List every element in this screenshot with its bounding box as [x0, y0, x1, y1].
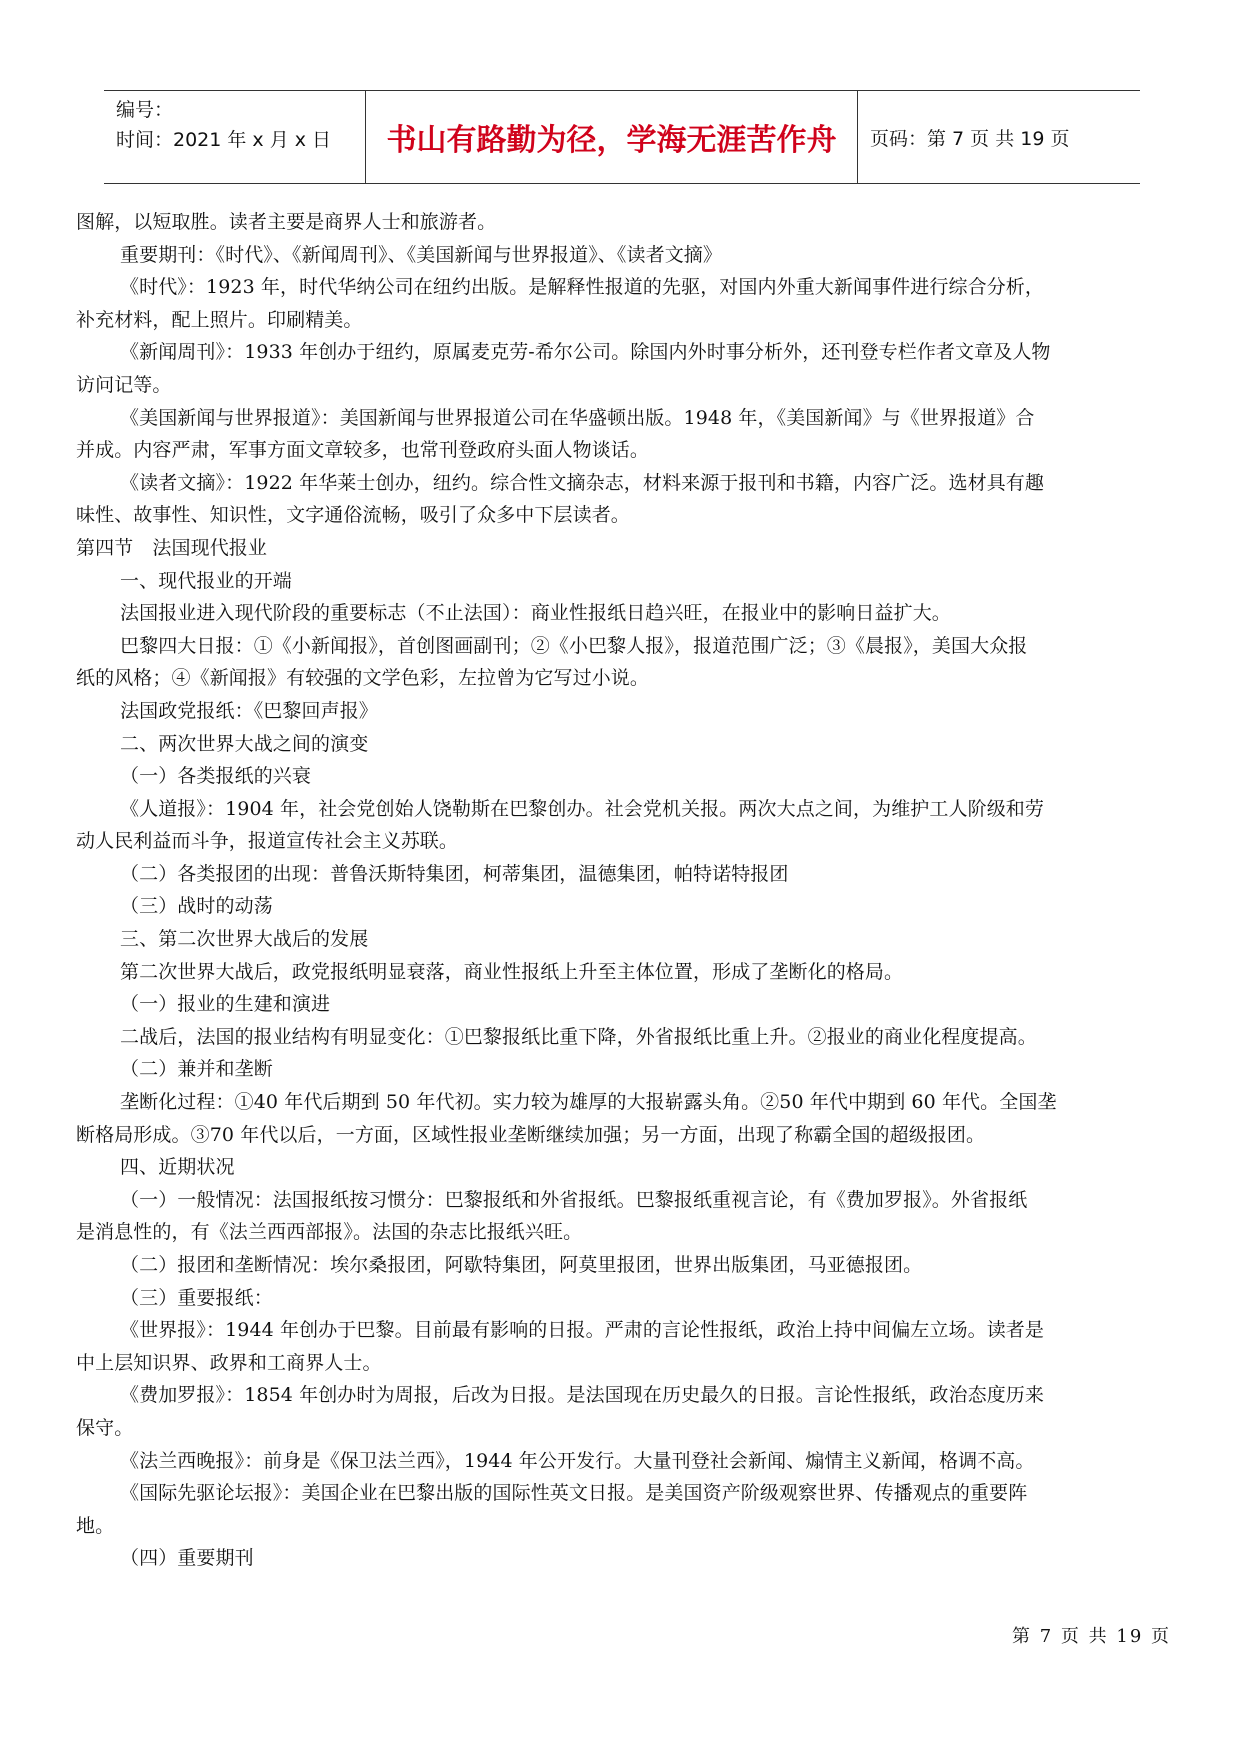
text-line: （二）报团和垄断情况：埃尔桑报团，阿歇特集团，阿莫里报团，世界出版集团，马亚德报团。 — [120, 1254, 923, 1276]
text-line: 保守。 — [76, 1416, 134, 1439]
text-line: 并成。内容严肃，军事方面文章较多，也常刊登政府头面人物谈话。 — [76, 439, 650, 462]
text-line: 图解，以短取胜。读者主要是商界人士和旅游者。 — [76, 211, 497, 233]
text-line: 纸的风格；④《新闻报》有较强的文学色彩，左拉曾为它写过小说。 — [76, 667, 650, 690]
text-line: （三）战时的动荡 — [120, 895, 273, 918]
text-line: 重要期刊：《时代》、《新闻周刊》、《美国新闻与世界报道》、《读者文摘》 — [120, 243, 723, 266]
text-line: 法国政党报纸：《巴黎回声报》 — [120, 699, 378, 722]
text-line: （二）各类报团的出现：普鲁沃斯特集团，柯蒂集团，温德集团，帕特诺特报团 — [120, 862, 789, 885]
text-line: 法国报业进入现代阶段的重要标志（不止法国）：商业性报纸日趋兴旺，在报业中的影响日益扩大。 — [120, 602, 951, 625]
text-line: 《国际先驱论坛报》：美国企业在巴黎出版的国际性英文日报。是美国资产阶级观察世界、传播观点的重要阵 — [120, 1482, 1028, 1505]
text-line: 《新闻周刊》：1933 年创办于纽约，原属麦克劳-希尔公司。除国内外时事分析外，还刊登专栏作者文章及人物 — [120, 341, 1051, 364]
text-line: 补充材料，配上照片。印刷精美。 — [76, 308, 363, 331]
text-line: 第二次世界大战后，政党报纸明显衰落，商业性报纸上升至主体位置，形成了垄断化的格局。 — [120, 960, 904, 983]
text-line: 断格局形成。③70 年代以后，一方面，区域性报业垄断继续加强；另一方面，出现了称霸全国的超级报团。 — [76, 1123, 986, 1146]
time-label: 时间：2021 年 x 月 x 日 — [116, 129, 332, 151]
text-line: 《读者文摘》：1922 年华莱士创办，纽约。综合性文摘杂志，材料来源于报刊和书籍，内容广泛。选材具有趣 — [120, 471, 1044, 494]
text-line: 《美国新闻与世界报道》：美国新闻与世界报道公司在华盛顿出版。1948 年，《美国新闻》与《世界报道》合 — [120, 406, 1035, 429]
text-line: （一）报业的生建和演进 — [120, 993, 331, 1016]
document-body — [76, 206, 1176, 1575]
text-line: （四）重要期刊 — [120, 1547, 254, 1570]
text-line: 一、现代报业的开端 — [120, 569, 292, 592]
text-line: 二、两次世界大战之间的演变 — [120, 732, 369, 755]
header-page-label: 页码：第 7 页 共 19 页 — [870, 127, 1070, 150]
number-label: 编号： — [116, 99, 174, 121]
text-line: 《时代》：1923 年，时代华纳公司在纽约出版。是解释性报道的先驱，对国内外重大新闻事件进行综合分析， — [120, 276, 1044, 299]
page-header — [104, 90, 1140, 184]
text-line: 《世界报》：1944 年创办于巴黎。目前最有影响的日报。严肃的言论性报纸，政治上持中间偏左立场。读者是 — [120, 1319, 1044, 1342]
text-line: 垄断化过程：①40 年代后期到 50 年代初。实力较为雄厚的大报崭露头角。②50 年代中期到 60 年代。全国垄 — [120, 1091, 1057, 1114]
text-line: 三、第二次世界大战后的发展 — [120, 928, 369, 951]
text-line: 巴黎四大日报：①《小新闻报》，首创图画副刊；②《小巴黎人报》，报道范围广泛；③《晨报》，美国大众报 — [120, 634, 1028, 657]
text-line: 是消息性的，有《法兰西西部报》。法国的杂志比报纸兴旺。 — [76, 1221, 583, 1244]
text-line: （一）各类报纸的兴衰 — [120, 765, 312, 788]
text-line: 味性、故事性、知识性，文字通俗流畅，吸引了众多中下层读者。 — [76, 504, 630, 527]
text-line: 《法兰西晚报》：前身是《保卫法兰西》，1944 年公开发行。大量刊登社会新闻、煽情主义新闻，格调不高。 — [120, 1449, 1035, 1472]
text-line: 第四节 法国现代报业 — [76, 536, 268, 559]
text-line: 访问记等。 — [76, 373, 172, 396]
text-line: （三）重要报纸： — [120, 1286, 273, 1309]
text-line: 四、近期状况 — [120, 1156, 235, 1179]
header-meta — [104, 91, 366, 183]
text-line: 《人道报》：1904 年，社会党创始人饶勒斯在巴黎创办。社会党机关报。两次大点之间，为维护工人阶级和劳 — [120, 797, 1044, 820]
text-line: （二）兼并和垄断 — [120, 1058, 273, 1081]
text-line: 二战后，法国的报业结构有明显变化：①巴黎报纸比重下降，外省报纸比重上升。②报业的商业化程度提高。 — [120, 1025, 1037, 1048]
text-line: 《费加罗报》：1854 年创办时为周报，后改为日报。是法国现在历史最久的日报。言论性报纸，政治态度历来 — [120, 1384, 1044, 1407]
text-line: 地。 — [76, 1514, 115, 1537]
page-footer: 第 7 页 共 19 页 — [1012, 1626, 1171, 1647]
text-line: 动人民利益而斗争，报道宣传社会主义苏联。 — [76, 830, 459, 853]
text-line: （一）一般情况：法国报纸按习惯分：巴黎报纸和外省报纸。巴黎报纸重视言论，有《费加罗报》。外省报纸 — [120, 1188, 1028, 1211]
header-motto: 书山有路勤为径，学海无涯苦作舟 — [366, 91, 858, 183]
text-line: 中上层知识界、政界和工商界人士。 — [76, 1351, 382, 1374]
